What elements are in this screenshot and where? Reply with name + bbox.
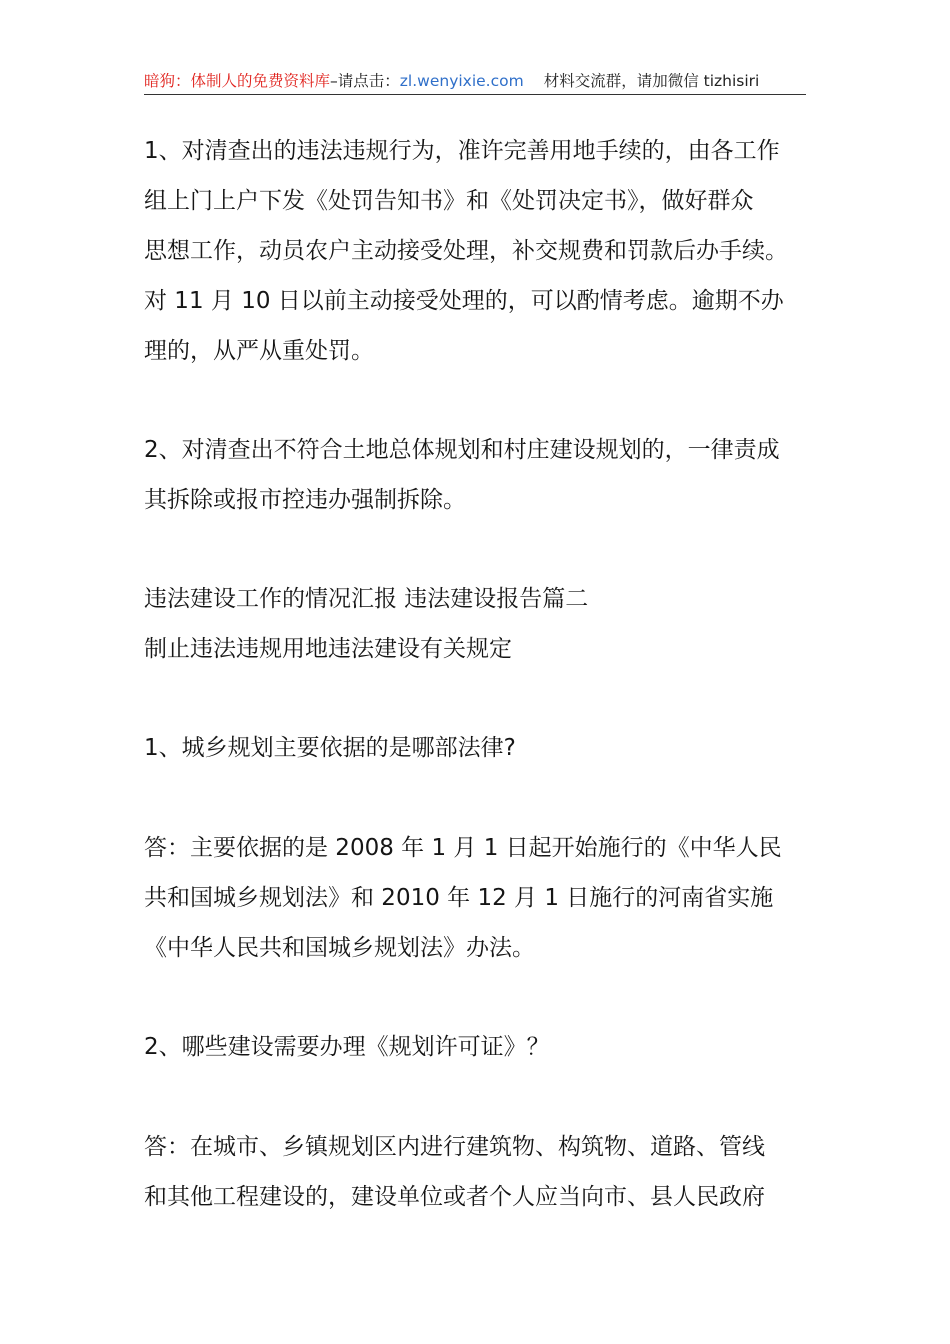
answer-line: 答：主要依据的是 2008 年 1 月 1 日起开始施行的《中华人民: [144, 835, 782, 861]
page-header: [144, 68, 806, 95]
answer-line: 《中华人民共和国城乡规划法》办法。: [144, 935, 535, 961]
paragraph-line: 2、对清查出不符合土地总体规划和村庄建设规划的，一律责成: [144, 437, 780, 463]
header-note: 材料交流群，请加微信 tizhisiri: [543, 72, 760, 90]
question-line: 1、城乡规划主要依据的是哪部法律?: [144, 735, 516, 761]
header-link[interactable]: zl.wenyixie.com: [399, 72, 524, 90]
question-line: 2、哪些建设需要办理《规划许可证》？: [144, 1034, 550, 1060]
paragraph-line: 思想工作，动员农户主动接受处理，补交规费和罚款后办手续。: [144, 238, 788, 264]
section-subtitle: 制止违法违规用地违法建设有关规定: [144, 636, 512, 662]
header-brand: 暗狗：体制人的免费资料库: [144, 72, 331, 90]
answer-line: 答：在城市、乡镇规划区内进行建筑物、构筑物、道路、管线: [144, 1134, 765, 1160]
paragraph-line: 1、对清查出的违法违规行为，准许完善用地手续的，由各工作: [144, 138, 780, 164]
section-title: 违法建设工作的情况汇报 违法建设报告篇二: [144, 586, 589, 612]
paragraph-line: 组上门上户下发《处罚告知书》和《处罚决定书》，做好群众: [144, 188, 754, 214]
paragraph-line: 理的，从严从重处罚。: [144, 338, 374, 364]
paragraph-line: 其拆除或报市控违办强制拆除。: [144, 487, 466, 513]
paragraph-line: 对 11 月 10 日以前主动接受处理的，可以酌情考虑。逾期不办: [144, 288, 784, 314]
header-prompt: –请点击：: [330, 72, 400, 90]
answer-line: 共和国城乡规划法》和 2010 年 12 月 1 日施行的河南省实施: [144, 885, 774, 911]
answer-line: 和其他工程建设的，建设单位或者个人应当向市、县人民政府: [144, 1184, 765, 1210]
